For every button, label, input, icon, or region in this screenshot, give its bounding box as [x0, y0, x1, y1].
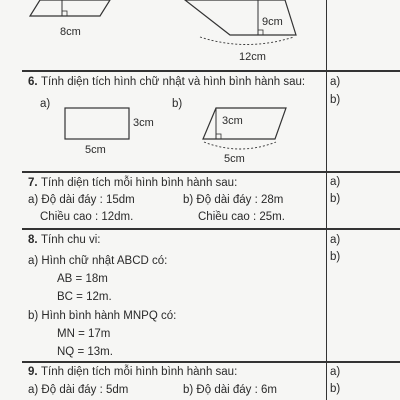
row-divider — [22, 171, 400, 173]
q6-rect-height: 3cm — [133, 117, 154, 129]
q9-number: 9. — [28, 366, 38, 378]
q9-answer-b[interactable]: b) — [330, 383, 341, 395]
q8-nq: NQ = 13m. — [57, 346, 113, 358]
q9-a-base: a) Độ dài đáy : 5dm — [28, 384, 129, 396]
q8-a-title: a) Hình chữ nhật ABCD có: — [28, 255, 168, 267]
q8-prompt: Tính chu vi: — [41, 234, 101, 246]
q7-a-height: Chiều cao : 12dm. — [40, 211, 134, 223]
q6-answer-a[interactable]: a) — [330, 76, 341, 88]
q9-answer-a[interactable]: a) — [330, 366, 341, 378]
q6-number: 6. — [28, 76, 38, 88]
q8-b-title: b) Hình bình hành MNPQ có: — [28, 310, 177, 322]
q8-answer-a[interactable]: a) — [330, 234, 341, 246]
q9-prompt: Tính diện tích mỗi hình bình hành sau: — [41, 366, 238, 378]
q5-label-base: 12cm — [239, 51, 266, 63]
q8-bc: BC = 12m. — [57, 291, 112, 303]
q7-a-base: a) Độ dài đáy : 15dm — [28, 194, 135, 206]
q6-para-height: 3cm — [222, 115, 243, 127]
q6-parallelogram — [203, 108, 286, 139]
row-divider — [22, 361, 400, 363]
q7-number: 7. — [28, 177, 38, 189]
q6-right-angle — [216, 134, 221, 139]
q6-prompt: Tính diện tích hình chữ nhật và hình bình hành sau: — [41, 76, 306, 88]
q6-part-a: a) — [40, 98, 51, 110]
q6-part-b: b) — [172, 98, 183, 110]
q6-rectangle — [65, 108, 129, 139]
q6-base-brace — [204, 142, 276, 149]
q7-prompt: Tính diện tích mỗi hình bình hành sau: — [41, 177, 238, 189]
q8-mn: MN = 17m — [57, 328, 111, 340]
q7-answer-a[interactable]: a) — [330, 176, 341, 188]
q6-para-base: 5cm — [224, 153, 245, 165]
q8-number: 8. — [28, 234, 38, 246]
q5-label-height: 9cm — [262, 16, 283, 28]
q8-ab: AB = 18m — [57, 273, 108, 285]
q7-b-base: b) Độ dài đáy : 28m — [183, 194, 284, 206]
q6-rect-width: 5cm — [85, 144, 106, 156]
q7-answer-b[interactable]: b) — [330, 193, 341, 205]
q5-label-left: 8cm — [60, 26, 81, 38]
q8-answer-b[interactable]: b) — [330, 251, 341, 263]
row-divider — [22, 228, 400, 230]
q9-b-base: b) Độ dài đáy : 6m — [183, 384, 277, 396]
q7-b-height: Chiều cao : 25m. — [198, 211, 285, 223]
q6-answer-b[interactable]: b) — [330, 94, 341, 106]
